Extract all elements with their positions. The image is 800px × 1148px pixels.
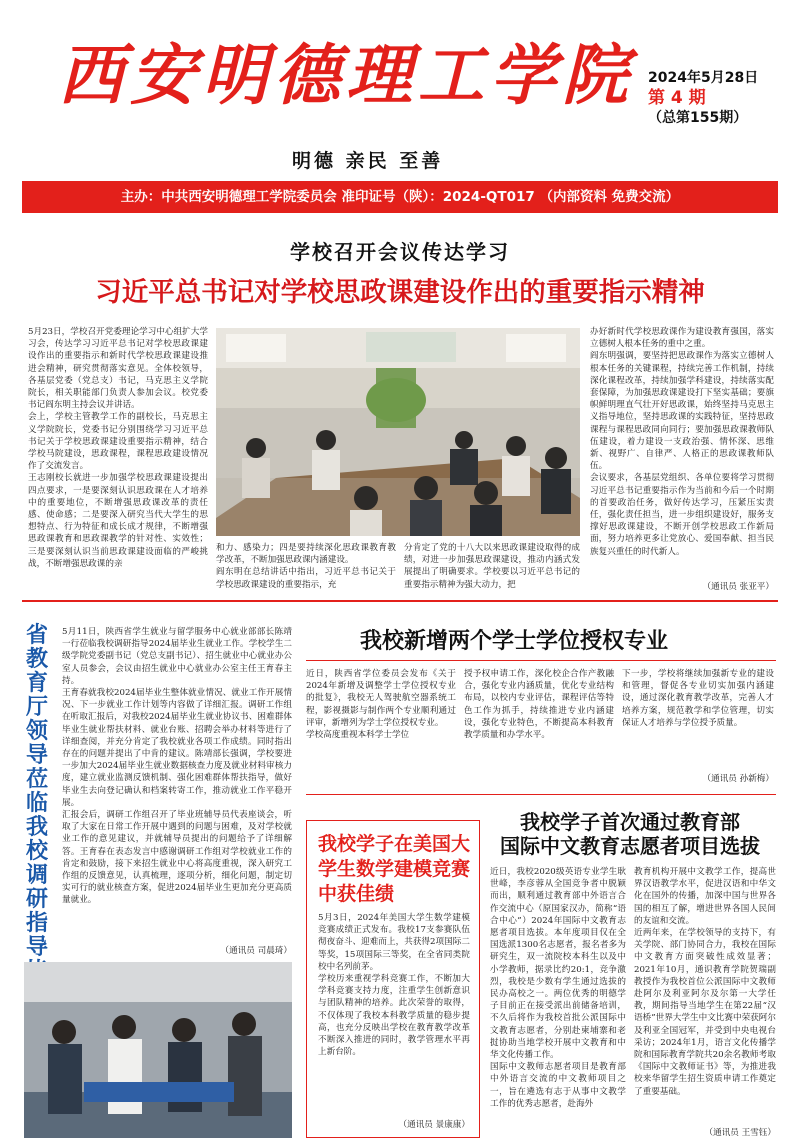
province-visit-body: 5月11日，陕西省学生就业与留学服务中心就业部部长陈靖一行莅临我校调研指导2024届毕业生就业工作。学校学生二级学院党委副书记（党总支副书记）、招生就业中心就业办公室人员参会，会议由招生就业中心就业办公室主任王育春主持。 王育春就我校2024届毕业生整体就业情况、就业工作开展情况、下一步就业工作计划等内容做了详细汇报。调研工作组在听取汇报后，对我校2024届毕业生就业协议书、困难群体毕业生就业帮扶材料、就业台账、招聘会举办材料等进行了详细查阅，并充分肯定了我校就业各项工作成绩。同时指出存在的问题并提出了中肯的建议。陈靖部长强调，学校要进一步加大2024届毕业生就业数据核查力度及就业材料审核力度，建立就业监测反馈机制、强化困难群体帮扶指导，做好毕业生去向登记确认和档案转寄工作，推动就业工作平稳开展。 汇报会后，调研工作组召开了毕业班辅导员代表座谈会，听取了大家在日常工作开展中遇到的问题与困难，及对学校就业工作的意见建议，并就辅导员提出的问题给予了详细解答。王育春在表态发言中感谢调研工作组对学校就业工作的肯定和鼓励，接下来招生就业中心将高度重视，深入研究工作组的反馈意见，认真梳理，逐项分析，细化问题，制定切实可行的就业核查方案，促进2024届毕业生更加充分更高质量就业。: [62, 627, 292, 906]
degree-column-1: 近日，陕西省学位委员会发布《关于2024年新增及调整学士学位授权专业的批复》，我校无人驾驶航空器系统工程，影视摄影与制作两个专业顺利通过评审，新增列为学士学位授权专业。 学校高度重视本科学士学位: [306, 669, 456, 741]
degree-credit: （通讯员 孙新梅）: [702, 774, 774, 784]
province-visit-title: 省教育厅领导莅临我校调研指导: [25, 623, 48, 960]
chinese-credit: （通讯员 王雪钰）: [704, 1128, 776, 1138]
province-visit-photo: [24, 962, 292, 1138]
math-title: 我校学子在美国大学生数学建模竞赛中获佳绩: [318, 833, 471, 905]
lead-credit: （通讯员 张亚平）: [702, 582, 774, 592]
lead-kicker: 学校召开会议传达学习: [290, 240, 510, 264]
meeting-photo: [216, 328, 580, 536]
chinese-title-line-1: 我校学子首次通过教育部: [520, 810, 740, 834]
publisher-bar: 主办：中共西安明德理工学院委员会 准印证号（陕）：2024-QT017 （内部资料 免费交流）: [22, 181, 778, 213]
issue-info: [648, 68, 788, 128]
chinese-title: [490, 810, 770, 858]
lead-column-3: 分肯定了党的十八大以来思政课建设取得的成绩，对进一步加强思政课建设，推动内涵式发展提出了明确要求。学校要以习近平总书记的重要指示精神为强大动力，把: [404, 543, 580, 590]
lead-column-1: 5月23日，学校召开党委理论学习中心组扩大学习会，传达学习习近平总书记对学校思政课建设作出的重要指示和新时代学校思政课建设推进会精神，研究贯彻落实意见。全体校领导，各基层党委（党总支）书记，马克思主义学院院长，相关职能部门负责人参加会议。校党委书记阎东明主持会议并讲话。 会上，学校主管教学工作的副校长，马克思主义学院院长，党委书记分别围绕学习习近平总书记关于学校思政课建设重要指示精神，结合学校马院建设，思政课程，课程思政建设情况作了交流发言。 王志刚校长就进一步加强学校思政课建设提出四点要求，一是要深刻认识思政课在人才培养中的重要地位，不断增强思政课改革的责任感、使命感；二是要深入研究当代大学生的思想特点、行为特征和成长成才规律，不断增强思政课教育和思政课教学的针对性、实效性；三是要深刻认识当前思政课建设面临的严峻挑战，不断增强思政课的亲: [28, 327, 208, 569]
lead-headline: 习近平总书记对学校思政课建设作出的重要指示精神: [95, 277, 705, 308]
issue-number: 第 4 期: [648, 88, 706, 108]
issue-total: （总第155期）: [648, 110, 748, 126]
issue-date: 2024年5月28日: [648, 70, 759, 86]
chinese-column-2: 教育机构开展中文教学工作，提高世界汉语教学水平，促进汉语和中华文化在国外的传播，加深中国与世界各国的相互了解，增进世界各国人民间的友谊和交流。 近两年来，在学校领导的支持下，有关学院、部门协同合力，我校在国际中文教育方面突破性成效显著；2021年10月，通识教育学院贺瑞副教授作为我校首位公派国际中文教师赴阿尔及利亚阿尔及尔第一大学任教，期间指导当地学生在第22届“汉语桥”世界大学生中文比赛中荣获阿尔及利亚全国冠军，并受到中央电视台采访；2024年1月，语言文化传播学院和国际教育学院共20余名教师考取《国际中文教师证书》等，为推进我校来华留学生招生资质申请工作奠定了重要基础。: [634, 867, 776, 1097]
chinese-title-line-2: 国际中文教育志愿者项目选拔: [500, 834, 760, 858]
newspaper-masthead: 西安明德理工学院: [58, 36, 634, 114]
degree-bottom-rule: [306, 794, 776, 795]
degree-column-3: 下一步，学校将继续加强新专业的建设和管理，督促各专业切实加强内涵建设，通过深化教育教学改革，完善人才培养方案，规范教学和学位管理，切实保证人才培养与学位授予质量。: [622, 669, 774, 728]
province-visit-credit: （通讯员 司晨琦）: [220, 946, 292, 956]
chinese-column-1: 近日，我校2020级英语专业学生耿世峰，李彦蓉从全国竞争者中脱颖而出，顺利通过教育部中外语言合作交流中心（原国家汉办，简称“语合中心”）2024年国际中文教育志愿者项目选拔。本年度项目仅在全国选派1300名志愿者，报名者多为研究生，双一流院校本科生以及中小学教师，据录比约20:1，竞争激烈，我校是少数有学生通过选拔的民办高校之一。两位优秀的明德学子目前正在接受派出前储备培训，不久后将作为我校首批公派国际中文教育志愿者，分别赴柬埔寨和老挝协助当地学校开展中文教育和中华文化传播工作。 国际中文教师志愿者项目是教育部中外语言交流的中文教师项目之一，旨在遴选有志于从事中文教学工作的优秀志愿者，赴海外: [490, 867, 626, 1109]
math-body: 5月3日，2024年美国大学生数学建模竞赛成绩正式发布。我校17支参赛队伍彻夜奋斗、迎难而上，共获得2项国际二等奖，15项国际三等奖，在全省同类院校中名列前茅。 学校历来重视学科竞赛工作，不断加大学科竞赛支持力度，注重学生创新意识与团队精神的培养。此次荣誉的取得，不仅体现了我校本科教学质量的稳步提高，也充分反映出学校在教育教学改革不断深入推进的同时，教学管理水平再上新台阶。: [318, 913, 470, 1058]
section-divider: [22, 600, 778, 602]
lead-column-4: 办好新时代学校思政课作为建设教育强国，落实立德树人根本任务的重中之重。 阎东明强调，要坚持把思政课作为落实立德树人根本任务的关键课程，持续完善工作机制，持续深化课程改革，持续加强学科建设，持续落实配套保障，为加强思政课建设打下坚实基础；要旗帜鲜明理直气壮开好思政课，始终坚持马克思主义指导地位，坚持思政课的实践特征，坚持思政课程与课程思政同向同行；要加强思政课教师队伍建设，着力建设一支政治强、情怀深、思维新、视野广、自律严、人格正的思政课教师队伍。 会议要求，各基层党组织、各单位要将学习贯彻习近平总书记重要指示作为当前和今后一个时期的首要政治任务，做好传达学习，压紧压实责任，强化责任担当，进一步组织建设好，服务支撑好思政课建设，不断开创学校思政工作新局面，努力培养更多让党放心、爱国奉献、担当民族复兴重任的时代新人。: [590, 327, 774, 557]
degree-title: 我校新增两个学士学位授权专业: [360, 629, 669, 654]
school-motto: 明德 亲民 至善: [292, 150, 444, 172]
math-credit: （通讯员 景康康）: [398, 1120, 470, 1130]
degree-column-2: 授予权申请工作，深化校企合作产教融合，强化专业内涵质量，优化专业结构布局，以校内专业评估，课程评估等特色工作为抓手，持续推进专业内涵建设，强化专业特色，不断提高本科教育教学质量和办学水平。: [464, 669, 614, 741]
degree-rule: [306, 660, 776, 661]
lead-column-2: 和力、感染力；四是要持续深化思政课教育教学改革，不断加强思政课内涵建设。 阎东明在总结讲话中指出，习近平总书记关于学校思政课建设的重要指示，充: [216, 543, 396, 590]
